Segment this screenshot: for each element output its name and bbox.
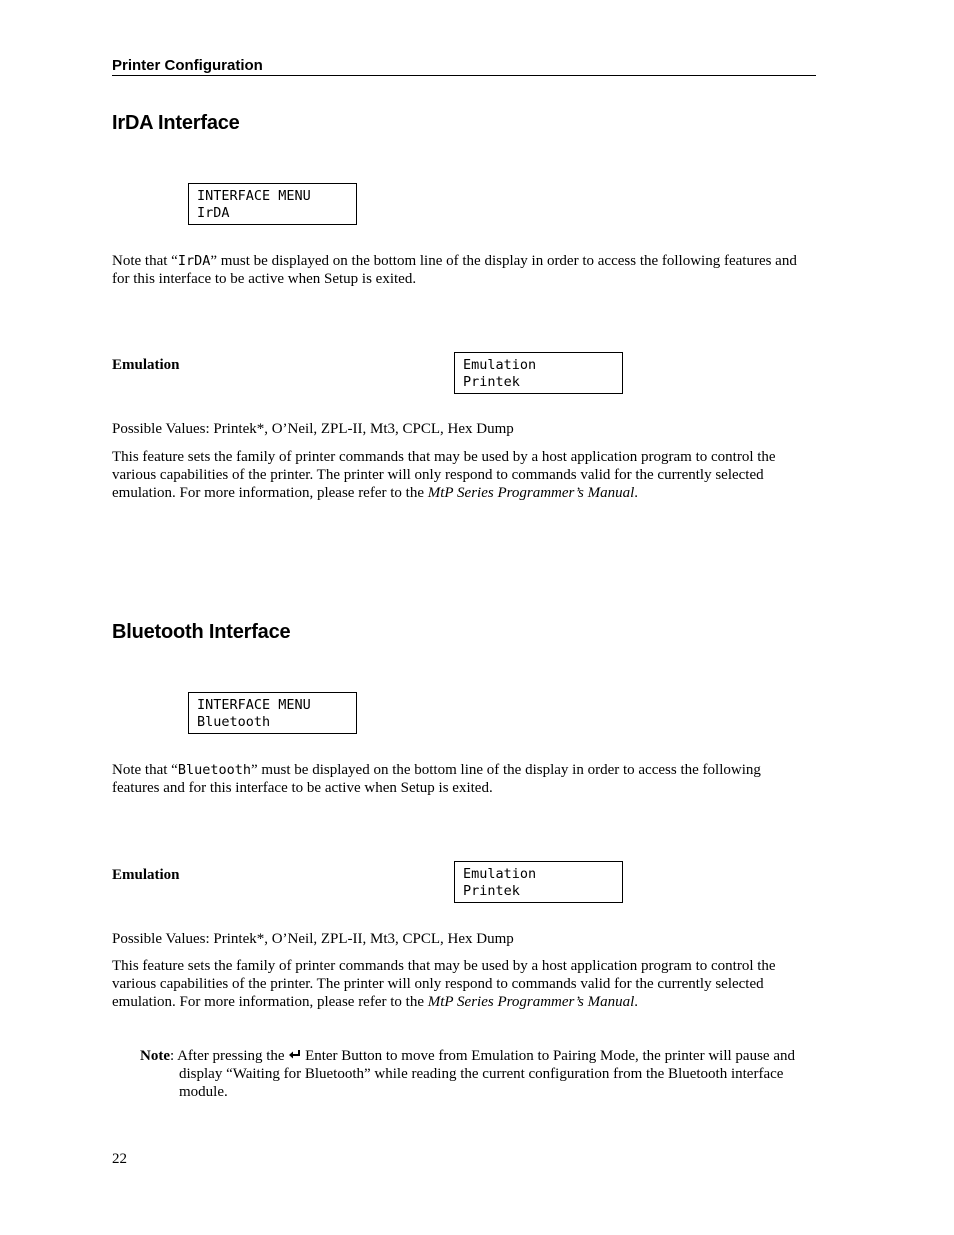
bluetooth-possible-values: Possible Values: Printek*, O’Neil, ZPL-II, Mt3, CPCL, Hex Dump bbox=[112, 931, 514, 947]
enter-arrow-icon bbox=[288, 1049, 301, 1061]
lcd-line-2: Bluetooth bbox=[197, 714, 271, 730]
lcd-line-1: INTERFACE MENU bbox=[197, 697, 311, 713]
desc-text: . bbox=[634, 485, 639, 501]
bluetooth-emulation-label: Emulation bbox=[112, 867, 180, 883]
irda-note-paragraph bbox=[112, 252, 807, 288]
lcd-line-1: INTERFACE MENU bbox=[197, 188, 311, 204]
lcd-line-1: Emulation bbox=[463, 357, 537, 373]
irda-possible-values: Possible Values: Printek*, O’Neil, ZPL-II, Mt3, CPCL, Hex Dump bbox=[112, 421, 514, 437]
bluetooth-note-paragraph bbox=[112, 761, 807, 797]
lcd-line-1: Emulation bbox=[463, 866, 537, 882]
lcd-line-2: IrDA bbox=[197, 205, 230, 221]
page-number: 22 bbox=[112, 1151, 127, 1167]
pairing-note bbox=[140, 1047, 800, 1101]
lcd-line-2: Printek bbox=[463, 883, 520, 899]
note-text: After pressing the bbox=[177, 1048, 289, 1064]
page-header bbox=[112, 57, 816, 76]
note-text: Enter Button to move from Emulation to Pairing Mode, the printer will pause and display “Waiting for Bluetooth” while reading the current configuration from the Bluetooth interface module. bbox=[179, 1048, 795, 1100]
manual-reference: MtP Series Programmer’s Manual bbox=[427, 994, 635, 1010]
desc-text: This feature sets the family of printer commands that may be used by a host application program to control the various capabilities of the printer. The printer will only respond to commands valid for the currently selected emulation. For more information, please refer to the bbox=[112, 449, 776, 501]
desc-text: This feature sets the family of printer commands that may be used by a host application program to control the various capabilities of the printer. The printer will only respond to commands valid for the currently selected emulation. For more information, please refer to the bbox=[112, 958, 776, 1010]
note-text: Note that “ bbox=[112, 253, 178, 269]
irda-emulation-description bbox=[112, 448, 807, 502]
note-text: ” must be displayed on the bottom line of the display in order to access the following features and for this interface to be active when Setup is exited. bbox=[112, 253, 797, 287]
bluetooth-emulation-lcd bbox=[454, 861, 623, 903]
lcd-line-2: Printek bbox=[463, 374, 520, 390]
header-title: Printer Configuration bbox=[112, 57, 263, 74]
note-label: Note bbox=[140, 1048, 170, 1064]
note-code: Bluetooth bbox=[177, 762, 251, 778]
bluetooth-lcd-display bbox=[188, 692, 357, 734]
irda-emulation-label: Emulation bbox=[112, 357, 180, 373]
bluetooth-heading: Bluetooth Interface bbox=[112, 621, 291, 643]
bluetooth-emulation-description bbox=[112, 957, 807, 1011]
note-text: Note that “ bbox=[112, 762, 178, 778]
desc-text: . bbox=[634, 994, 639, 1010]
irda-lcd-display bbox=[188, 183, 357, 225]
note-separator: : bbox=[170, 1048, 178, 1064]
manual-reference: MtP Series Programmer’s Manual bbox=[427, 485, 635, 501]
note-code: IrDA bbox=[177, 253, 211, 269]
irda-heading: IrDA Interface bbox=[112, 112, 240, 134]
irda-emulation-lcd bbox=[454, 352, 623, 394]
note-text: ” must be displayed on the bottom line of the display in order to access the following features and for this interface to be active when Setup is exited. bbox=[112, 762, 761, 796]
